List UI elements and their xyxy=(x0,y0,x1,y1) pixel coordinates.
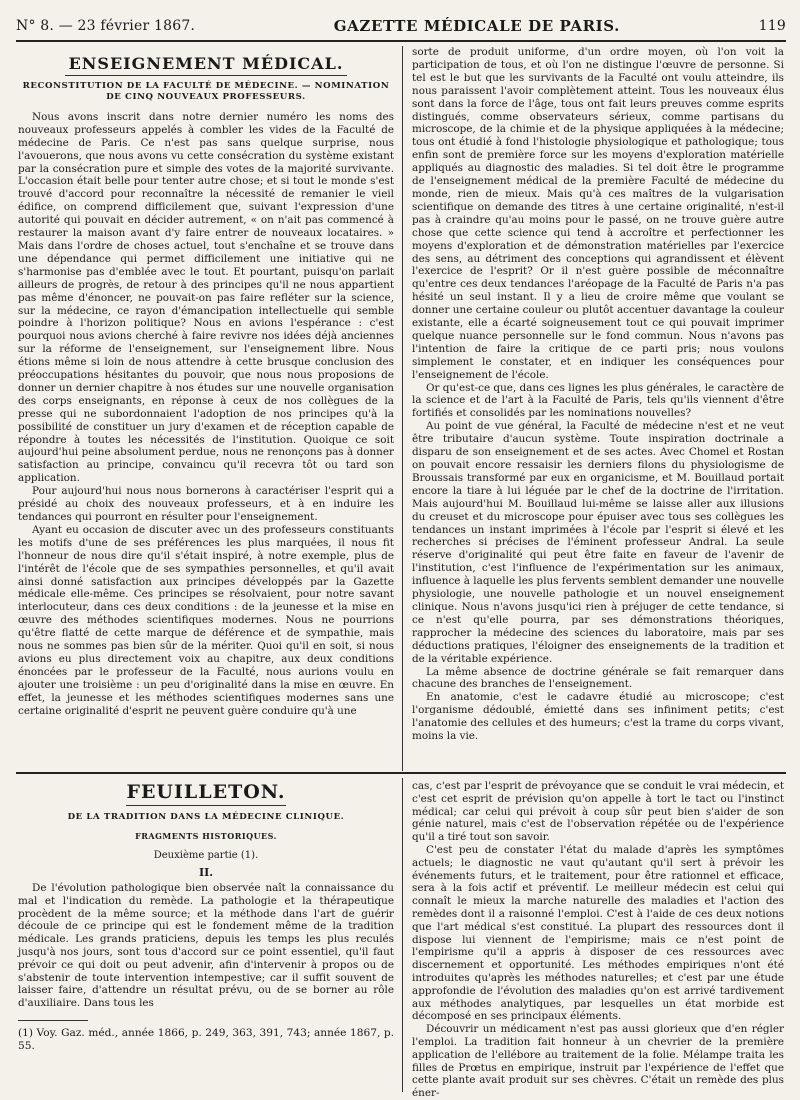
section-divider xyxy=(16,772,786,774)
paragraph: De l'évolution pathologique bien observée naît la connaissance du mal et l'indication du remède. La pathologie et la thérapeutique procèdent de la même source; et la méthode dans l'art de guérir découle de ce principe qui est le fondement même de la tradition médicale. Les grands praticiens, depuis les temps les plus reculés jusqu'à nos jours, sont tous d'accord sur ce point essentiel, qu'il faut prévoir ce qui doit ou peut advenir, afin d'intervenir à propos ou de s'abstenir de toute intervention intempestive; car il suffit souvent de laisser faire, d'attendre un résultat prévu, ou de se borner au rôle d'auxiliaire. Dans tous les xyxy=(18,881,394,1010)
column-divider-bottom xyxy=(402,778,403,1092)
feuilleton-part: Deuxième partie (1). xyxy=(153,850,259,862)
paragraph: C'est peu de constater l'état du malade d'après les symptômes actuels; le diagnostic ne vaut qu'autant qu'il sert à prévoir les événements futurs, et le traitement, pour être rationnel et efficace, sera à la fois actif et préventif. Le meilleur médecin est celui qui connaît le mieux la marche naturelle des maladies et l'action des remèdes dont il a raisonné l'emploi. C'est à l'aide de ces deux notions que l'art médical s'est constitué. La plupart des ressources dont il dispose lui viennent de l'empirisme; mais ce n'est point de l'empirisme qu'il a appris à disposer de ces ressources avec discernement et opportunité. Les méthodes empiriques n'ont été introduites qu'après les méthodes naturelles; et c'est par une étude approfondie de l'évolution des maladies qu'on est arrivé tardivement aux méthodes analytiques, par lesquelles un état morbide est décomposé en ses principaux éléments. xyxy=(412,843,784,1023)
paragraph: Or qu'est-ce que, dans ces lignes les plus générales, le caractère de la science et de l'art à la Faculté de Paris, tels qu'ils viennent d'être fortifiés et consolidés par les nominations nouvelles? xyxy=(412,381,785,420)
paragraph: sorte de produit uniforme, d'un ordre moyen, où l'on voit la participation de tous, et où l'on ne distingue l'œuvre de personne. Si tel est le but que les survivants de la Faculté ont voulu atteindre, ils nous paraissent l'avoir complètement atteint. Tous les nouveaux élus sont dans la force de l'âge, tous ont fait leurs preuves comme esprits distingués, comme observateurs sérieux, comme partisans du microscope, de la chimie et de la physique appliquées à la médecine; tous ont étudié à fond l'histologie physiologique et pathologique; tous enfin sont de première force sur les moyens d'exploration matérielle appliqués au diagnostic des maladies. Si tel doit être le programme de l'enseignement médical de la première Faculté de médecine du monde, rien de mieux. Mais qu'à ces maîtres de la vulgarisation scientifique on demande des titres à une certaine originalité, n'est-il pas à craindre qu'au moins pour le passé, on ne trouve guère autre chose que cette science qui tend à accroître et perfectionner les moyens d'exploration et de démonstration matérielles par l'exercice des sens, au détriment des conceptions qui agrandissent et élèvent l'exercice de l'esprit? Or il n'est guère possible de méconnaître qu'entre ces deux tendances l'aréopage de la Faculté de Paris n'a pas hésité un seul instant. Il y a lieu de croire même que voulant se donner une certaine couleur ou plutôt accentuer davantage la couleur existante, elle a écarté soigneusement tout ce qui pouvait imprimer quelque nuance personnelle sur le fond commun. Nous n'avons pas l'intention de faire la critique de ce parti pris; nous voulons simplement le constater, et en indiquer les conséquences pour l'enseignement de l'école. xyxy=(412,46,784,381)
chapter-number: II. xyxy=(198,866,214,880)
paragraph: Pour aujourd'hui nous nous bornerons à caractériser l'esprit qui a présidé au choix des nouveaux professeurs, et à en induire les tendances qui pourront en résulter pour l'enseignement. xyxy=(18,485,394,523)
footnote: (1) Voy. Gaz. méd., année 1866, p. 249, 363, 391, 743; année 1867, p. 55. xyxy=(18,1026,394,1052)
paragraph: Au point de vue général, la Faculté de médecine n'est et ne veut être tributaire d'aucun système. Toute inspiration doctrinale a disparu de son enseignement et de ses actes. Avec Chomel et Rostan on pouvait encore ressaisir les derniers filons du physiologisme de Broussais transformé par eux en organicisme, et M. Bouillaud portait encore la tiare à lui léguée par le chef de la doctrine de l'irritation. Mais aujourd'hui M. Bouillaud lui-même se laisse aller aux illusions du creuset et du microscope pour épuiser avec tous ses collègues les tendances un instant imprimées à l'école par l'esprit si élevé et les recherches si précises de l'éminent professeur Andral. La seule réserve d'originalité qui peut être faite en faveur de l'avenir de l'institution, c'est l'influence de l'expérimentation sur les animaux, influence à laquelle les plus fervents semblent demander une nouvelle physiologie, une nouvelle pathologie et un nouvel enseignement clinique. Nous n'avons jusqu'ici rien à préjuger de cette tendance, si ce n'est qu'elle pourra, par ses démonstrations théoriques, rapprocher la médecine des sciences du laboratoire, mais par ses déductions pratiques, l'éloigner des enseignements de la tradition et de la véritable expérience. xyxy=(412,420,784,665)
footnote-rule xyxy=(18,1020,88,1021)
page-header xyxy=(16,12,786,42)
section-subtitle: RECONSTITUTION DE LA FACULTÉ DE MÉDECINE. — NOMINATION DE CINQ NOUVEAUX PROFESSEURS. xyxy=(22,80,390,102)
section-title: ENSEIGNEMENT MÉDICAL. xyxy=(18,58,394,71)
paragraph: La même absence de doctrine générale se fait remarquer dans chacune des branches de l'enseignement. xyxy=(412,665,784,691)
column-divider-top xyxy=(402,46,403,771)
issue-date: N° 8. — 23 février 1867. xyxy=(16,18,196,34)
feuilleton-column xyxy=(18,781,394,1053)
journal-title: GAZETTE MÉDICALE DE PARIS. xyxy=(333,17,620,35)
paragraph: En anatomie, c'est le cadavre étudié au microscope; c'est l'organisme dédoublé, émietté dans ses infiniment petits; c'est l'anatomie des cellules et des humeurs; c'est la trame du corps vivant, moins la vie. xyxy=(412,691,784,743)
page-number: 119 xyxy=(758,18,786,34)
feuilleton-subsubtitle: FRAGMENTS HISTORIQUES. xyxy=(135,830,277,841)
paragraph: Nous avons inscrit dans notre dernier numéro les noms des nouveaux professeurs appelés à combler les vides de la Faculté de médecine de Paris. Ce n'est pas sans quelque surprise, nous l'avouerons, que nous avons vu cette consécration du système existant par la consécration pure et simple des votes de la majorité survivante. L'occasion était belle pour tenter autre chose; et si tout le monde s'est trouvé d'accord pour reconnaître la nécessité de remanier le vieil édifice, on comprend difficilement que, suivant l'expression d'une autorité qui pouvait en décider autrement, « on n'ait pas commencé à restaurer la maison avant d'y faire entrer de nouveaux locataires. » Mais dans l'ordre de choses actuel, tout s'enchaîne et se trouve dans une dépendance qui permet difficilement une initiative qui ne s'harmonise pas d'emblée avec le tout. Et pourtant, puisqu'on parlait ailleurs de progrès, de retour à des principes qu'il ne nous appartient pas même d'énoncer, ne pouvait-on pas faire refléter sur la science, sur la médecine, ce rayon d'émancipation intellectuelle qui semble poindre à l'horizon politique? Nous en avions l'espérance : c'est pourquoi nous avions cherché à faire revivre nos idées déjà anciennes sur la réforme de l'enseignement, sur l'enseignement libre. Nous étions même si loin de nous attendre à cette brusque conclusion des préoccupations hésitantes du pouvoir, que nous nous proposions de donner un dernier chapitre à nos études sur une nouvelle organisation des corps enseignants, en réponse à ceux de nos collègues de la presse qui ne subordonnaient l'adoption de nos principes qu'à la possibilité de constituer un jury d'examen et de réception capable de répondre à toutes les nécessités de l'institution. Quoique ce soit aujourd'hui peine absolument perdue, nous ne renonçons pas à donner satisfaction au principe, convaincu qu'il recevra tôt ou tard son application. xyxy=(18,110,394,485)
paragraph: cas, c'est par l'esprit de prévoyance que se conduit le vrai médecin, et c'est cet esprit de prévision qu'on appelle à tort le tact ou l'instinct médical; car celui qui prévoit à coup sûr peut bien s'aider de son génie naturel, mais c'est de l'observation répétée ou de l'expérience qu'il a tiré tout son savoir. xyxy=(412,780,784,844)
feuilleton-continuation-column xyxy=(412,780,784,1100)
paragraph: Découvrir un médicament n'est pas aussi glorieux que d'en régler l'emploi. La tradition fait honneur à un chevrier de la première application de l'ellébore au traitement de la folie. Mélampe traita les filles de Prœtus en empirique, instruit par l'expérience de l'effet que cette plante avait produit sur ses chèvres. C'était un remède des plus éner- xyxy=(412,1023,784,1100)
enseignement-column xyxy=(18,50,394,718)
feuilleton-title: FEUILLETON. xyxy=(18,786,394,799)
feuilleton-subtitle: DE LA TRADITION DANS LA MÉDECINE CLINIQUE. xyxy=(67,811,345,822)
continuation-column xyxy=(412,46,784,743)
paragraph: Ayant eu occasion de discuter avec un des professeurs constituants les motifs d'une de ses préférences les plus marquées, il nous fit l'honneur de nous dire qu'il s'était inspiré, à notre exemple, plus de l'intérêt de l'école que de ses sympathies personnelles, et qu'il avait ainsi donné satisfaction aux principes développés par la Gazette médicale elle-même. Ces principes se résolvaient, pour notre savant interlocuteur, dans ces deux conditions : de la jeunesse et la mise en œuvre des méthodes scientifiques modernes. Nous ne pourrions qu'être flatté de cette marque de déférence et de sympathie, mais nous ne sommes pas bien sûr de la mériter. Quoi qu'il en soit, si nous avions eu plus directement voix au chapitre, aux deux conditions énoncées par le professeur de la Faculté, nous aurions voulu en ajouter une troisième : un peu d'originalité dans la mise en œuvre. En effet, la jeunesse et les méthodes scientifiques modernes sans une certaine originalité d'esprit ne peuvent guère conduire qu'à une xyxy=(18,523,394,717)
